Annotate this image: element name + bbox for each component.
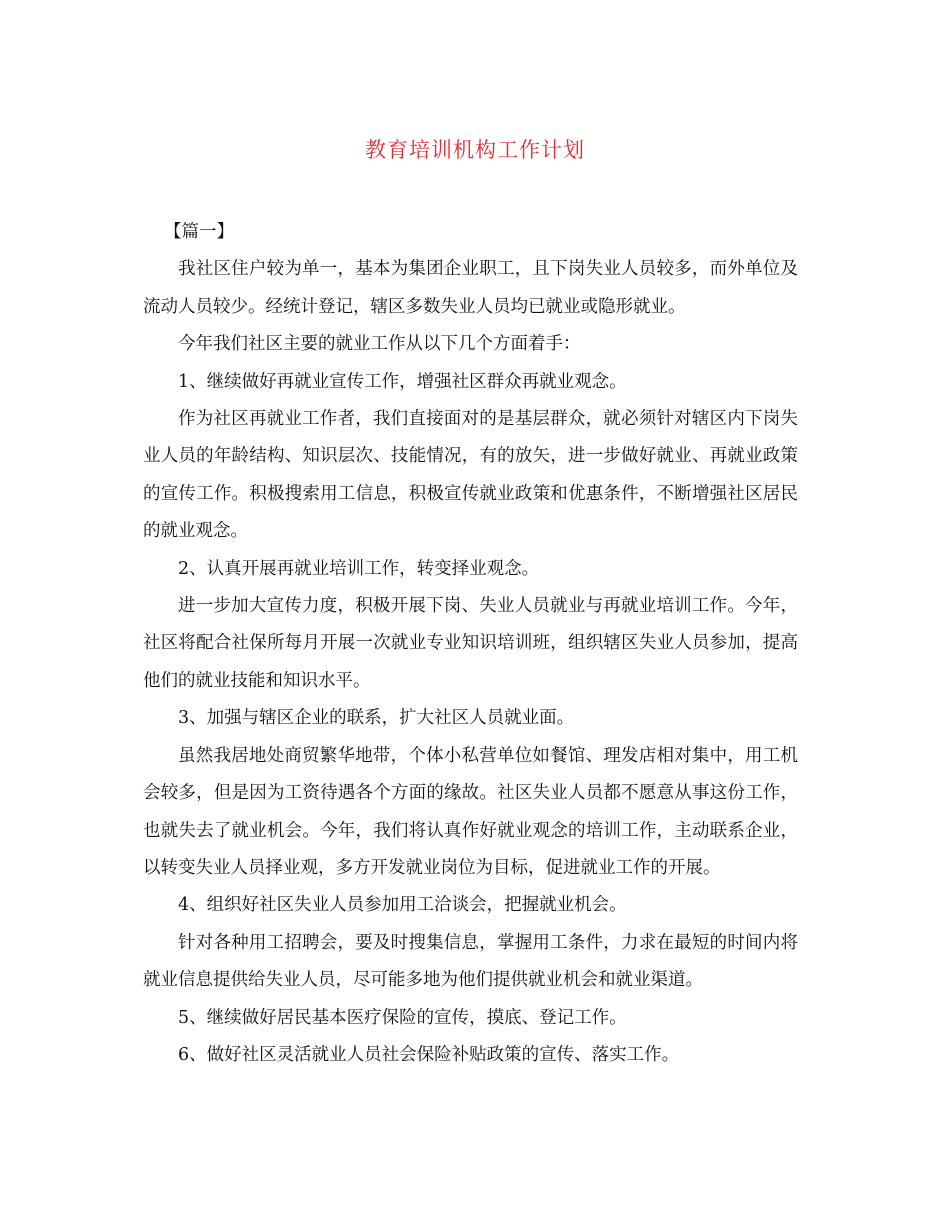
paragraph: 今年我们社区主要的就业工作从以下几个方面着手： <box>178 334 581 355</box>
paragraph: 2、认真开展再就业培训工作，转变择业观念。 <box>178 558 540 579</box>
paragraph: 虽然我居地处商贸繁华地带，个体小私营单位如餐馆、理发店相对集中，用工机会较多，但是因为工资待遇各个方面的缘故。社区失业人员都不愿意从事这份工作，也就失去了就业机会。今年，我们将认真作好就业观念的培训工作，主动联系企业，以转变失业人员择业观，多方开发就业岗位为目标，促进就业工作的开展。 <box>143 745 798 878</box>
paragraph: 5、继续做好居民基本医疗保险的宣传，摸底、登记工作。 <box>178 1007 627 1028</box>
paragraph: 1、继续做好再就业宣传工作，增强社区群众再就业观念。 <box>178 371 627 392</box>
document-title: 教育培训机构工作计划 <box>365 138 585 162</box>
section-label: 【篇一】 <box>164 222 234 242</box>
paragraph: 我社区住户较为单一，基本为集团企业职工，且下岗失业人员较多，而外单位及流动人员较少。经统计登记，辖区多数失业人员均已就业或隐形就业。 <box>143 259 798 317</box>
document-body <box>143 214 798 1074</box>
paragraph: 3、加强与辖区企业的联系，扩大社区人员就业面。 <box>178 708 575 729</box>
paragraph: 4、组织好社区失业人员参加用工洽谈会，把握就业机会。 <box>178 895 627 916</box>
paragraph: 针对各种用工招聘会，要及时搜集信息，掌握用工条件，力求在最短的时间内将就业信息提供给失业人员，尽可能多地为他们提供就业机会和就业渠道。 <box>143 932 798 991</box>
paragraph: 作为社区再就业工作者，我们直接面对的是基层群众，就必须针对辖区内下岗失业人员的年龄结构、知识层次、技能情况，有的放矢，进一步做好就业、再就业政策的宣传工作。积极搜索用工信息，积极宣传就业政策和优惠条件，不断增强社区居民的就业观念。 <box>143 409 798 542</box>
paragraph: 6、做好社区灵活就业人员社会保险补贴政策的宣传、落实工作。 <box>178 1044 680 1065</box>
paragraph: 进一步加大宣传力度，积极开展下岗、失业人员就业与再就业培训工作。今年，社区将配合社保所每月开展一次就业专业知识培训班，组织辖区失业人员参加，提高他们的就业技能和知识水平。 <box>143 596 798 691</box>
